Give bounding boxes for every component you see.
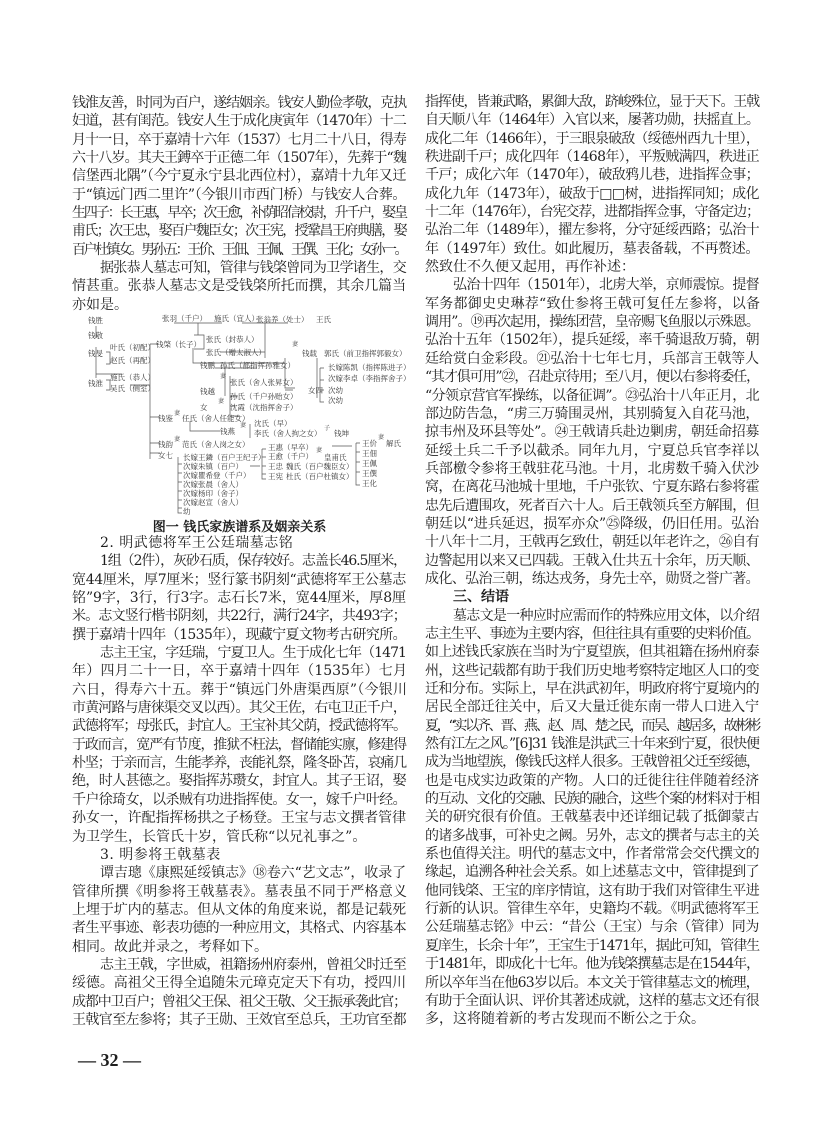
- tree-node: 长嫁王鏻（百户王纪子）: [183, 453, 266, 462]
- section-heading: 2. 明武德将军王公廷瑞墓志铭: [100, 535, 294, 551]
- text-line: 弘治十四年（1501年），北虏大举，京师震惊。提督: [453, 277, 759, 294]
- tree-node: 钱鹏: [200, 361, 215, 370]
- tree-node: 魏氏（百户魏臣女）: [286, 462, 354, 471]
- text-line: 甫氏；次王忠，娶百户魏臣女；次王宪，授鞏昌王府典膳，娶: [72, 223, 406, 240]
- tree-node: 任氏（舍人任能女）: [182, 414, 250, 423]
- text-line: 百户杜镇女。男孙五：王价、王佃、王佩、王僎、王化；女孙一。: [72, 241, 406, 258]
- text-line: 月十一日，卒于嘉靖十六年（1537）七月二十八日，得寿: [72, 131, 406, 148]
- text-line: 谭吉璁《康熙延绥镇志》⑱卷六“艺文志”，收录了: [100, 865, 406, 882]
- text-line: 成都中卫百户；曾祖父王保、祖父王敬、父王振承袭此官；: [72, 993, 406, 1010]
- tree-node: 郭氏（前卫指挥郭毅女）: [324, 349, 407, 358]
- tree-node: 王僎: [362, 469, 377, 478]
- text-line: 自天顺八年（1464年）入官以来，屡著功勋，扶摇直上。: [425, 112, 759, 129]
- tree-node: 钱敬: [88, 331, 103, 340]
- text-line: 武德将军；母张氏，封宜人。王宝补其父荫，授武德将军。: [72, 718, 406, 735]
- tree-node: 钱韵: [158, 440, 173, 449]
- text-line: 亦如是。: [72, 296, 128, 313]
- text-line: 于政而言，宽严有节度，推狱不枉法，督储能实廪，修建得: [72, 736, 406, 753]
- text-line: 于1481年，即成化十七年。他为钱棨撰墓志是在1544年，: [425, 956, 759, 973]
- text-line: 行新的认识。管律生卒年，史籍均不载。《明武德将军王: [425, 901, 759, 918]
- text-line: 的诸多战事，可补史之阙。另外，志文的撰者与志主的关: [425, 827, 759, 844]
- tree-node: 张氏（封恭人）: [206, 335, 259, 344]
- text-line: 年）四月二十一日，卒于嘉靖十四年（1535年）七月: [72, 663, 407, 680]
- text-line: 弘治二年（1489年），擢左参将，分守延绥西路；弘治十: [425, 222, 759, 239]
- text-line: 如上述钱氏家族在当时为宁夏望族，但其祖籍在扬州府泰: [425, 644, 759, 661]
- text-line: 州，这些记载都有助于我们历史地考察特定地区人口的变: [425, 662, 759, 679]
- text-line: 夏庠生，长余十年”，王宝生于1471年，据此可知，管律生: [425, 937, 759, 954]
- tree-node: 妻: [174, 410, 181, 417]
- text-line: 也是屯戍实边政策的产物。人口的迁徙往往伴随着经济: [425, 772, 759, 789]
- text-line: 窝，在离花马池城十里地，千户张钦、宁夏东路右参将霍: [425, 479, 759, 496]
- text-line: 夏，“实以齐、晋、燕、赵、周、楚之民，而吴、越居多，故彬彬: [425, 717, 759, 734]
- text-line: 信堡西北隅”（今宁夏永宁县北西位村），嘉靖十九年又迁: [72, 168, 406, 185]
- tree-node: 子: [324, 425, 331, 432]
- tree-node: 钱鉴: [158, 414, 173, 423]
- left-column-top-text: [72, 94, 407, 314]
- text-line: 钱淮友善，时同为百户，遂结姻亲。钱安人勤俭孝敬，克执: [72, 95, 406, 111]
- tree-node: 钱坤: [334, 429, 349, 438]
- text-line: 管律所撰《明参将王戟墓表》。墓表虽不同于严格意义: [72, 883, 407, 900]
- tree-node: 王佃: [362, 449, 377, 458]
- text-line: 秩进副千戸；成化四年（1468年），平叛贼满四，秩进正: [425, 149, 759, 166]
- text-line: 志主王戟，字世威，祖籍扬州府泰州，曾祖父时迁至: [100, 956, 406, 973]
- section-heading: 三、结语: [453, 589, 509, 606]
- text-line: 十八年十二月，王戟再乞致仕，朝廷以年老许之，㉖自有: [425, 534, 759, 551]
- text-line: 成化九年（1473年），破敌于□□树，进指挥同知；成化: [425, 185, 759, 202]
- tree-node: 钱胜: [88, 316, 103, 325]
- text-line: 关的研究很有价值。王戟墓表中还详细记载了抵御蒙古: [425, 809, 759, 826]
- text-line: 情甚重。张恭人墓志文是受钱棨所托而撰，其余几篇当: [72, 278, 406, 295]
- text-line: 志主生平、事迹为主要内容，但往往具有重要的史料价值。: [425, 625, 759, 642]
- text-line: 成为当地望族，像钱氏这样人很多。王戟曾祖父迁至绥德，: [425, 754, 759, 771]
- text-line: 六十八岁。其夫王鎛卒于正德二年（1507年），先葬于“魏: [72, 150, 406, 167]
- text-line: 据张恭人墓志可知，管律与钱棨曾同为卫学诸生，交: [100, 260, 406, 277]
- tree-node: 钱旻: [88, 349, 103, 358]
- tree-node: 钱越: [200, 387, 215, 396]
- text-line: 为卫学生，长管氏十岁，管氏称“以兄礼事之”。: [72, 828, 367, 845]
- tree-node: 王愈（千户）: [268, 452, 313, 461]
- text-line: 延绥土兵二千予以截杀。同年九月，宁夏总兵官李祥以: [425, 442, 759, 459]
- text-line: 有助于全面认识、评价其著述成就，这样的墓志文还有很: [425, 992, 759, 1009]
- tree-node: 次嫁杨印（舍子）: [183, 489, 243, 498]
- text-line: 然有江左之风。”[6]31 钱淮是洪武三十年来到宁夏，很快便: [425, 736, 759, 753]
- tree-node: 张氏（舍人张昇女）: [230, 378, 298, 387]
- tree-node: 皇甫氏: [324, 453, 347, 462]
- tree-node: 张羽（千户）: [162, 314, 207, 323]
- tree-node: 吴氏（侧室）: [110, 384, 155, 393]
- text-line: 边警起用以来又已四载。王戟入仕共五十余年，历天顺、: [425, 552, 759, 569]
- figure-caption: 图一 钱氏家族谱系及姻亲关系: [152, 520, 327, 535]
- tree-node: 王佩: [362, 459, 377, 468]
- tree-node: 王化: [362, 479, 377, 488]
- text-line: 十二年（1476年），台宪交荐，进都指挥佥事，守备定边；: [425, 204, 759, 221]
- text-line: “其才俱可用”㉒，召赴京待用；至八月，便以右参将委任，: [425, 369, 759, 386]
- text-line: 千户徐琦女，以杀贼有功进指挥使。女一，嫁千户叶经。: [72, 791, 406, 808]
- text-line: 弘治十五年（1502年），提兵延绥，率千骑退敌万骑，朝: [425, 332, 759, 349]
- text-line: 于“镇远门西二里许”（今银川市西门桥）与钱安人合葬。: [72, 186, 406, 203]
- text-line: 朝廷以“进兵延迟，损军亦众”㉕降级，仍旧任用。弘治: [425, 515, 759, 532]
- tree-node: 张翁养（处士）: [256, 315, 309, 324]
- tree-node: 次嫁李卓（李指挥舍子）: [328, 374, 411, 383]
- tree-node: 次幼: [328, 396, 343, 405]
- text-line: 公廷瑞墓志铭》中云：“昔公（王宝）与余（管律）同为: [425, 919, 759, 936]
- text-line: 迁和分布。实际上，早在洪武初年，明政府将宁夏境内的: [425, 681, 759, 697]
- tree-node: 钱载: [302, 349, 317, 358]
- text-line: 兵部檄令参将王戟驻花马池。十月，北虏数千骑入伏沙: [425, 460, 759, 477]
- text-line: 军务都御史史琳荐“致仕参将王戟可复任左参将，以备: [425, 295, 760, 312]
- tree-node: 幼: [183, 507, 191, 516]
- text-line: 成化、弘治三朝，练达戎务，身先士卒，勋贤之誉广著。: [425, 570, 759, 587]
- tree-node: 女四: [308, 386, 323, 395]
- tree-node: 杜氏（百户杜镇女）: [286, 472, 354, 481]
- tree-node: 解氏: [386, 439, 401, 448]
- text-line: 他同钱棨、王宝的庠序情谊，这有助于我们对管律生平进: [425, 882, 759, 899]
- family-tree-diagram: [70, 306, 410, 518]
- tree-node: 妻: [316, 447, 323, 454]
- text-line: 妇道，甚有闺范。钱安人生于成化庚寅年（1470年）十二: [72, 113, 406, 130]
- text-line: 指挥使，皆兼武略，累御大敌，跻峻殊位，显于天下。王戟: [425, 94, 759, 110]
- tree-node: 范氏（舍人岗之女）: [182, 440, 250, 449]
- text-line: 上埋于圹内的墓志。但从文体的角度来说，都是记载死: [72, 901, 406, 918]
- text-line: 绝，时人甚德之。娶指挥苏瓒女，封宜人。其子王诏，娶: [72, 773, 406, 790]
- text-line: 朴坚；于亲而言，生能孝养，丧能礼祭，隆冬卧苫，哀痛几: [72, 755, 406, 772]
- tree-node: 王宪: [268, 472, 283, 481]
- tree-node: 妻: [174, 436, 181, 443]
- tree-node: 沈氏（早）: [254, 419, 292, 428]
- text-line: 墓志文是一种应时应需而作的特殊应用文体，以介绍: [453, 607, 759, 624]
- text-line: 者生平事迹、彰表功德的一种应用文，其格式、内容基本: [72, 920, 406, 937]
- text-line: 掠韦州及环县等处”。㉔王戟请兵赴边剿虏，朝廷命招募: [425, 424, 759, 441]
- text-line: 居民全部迁往关中，后又大量迁徙东南一带人口进入宁: [425, 699, 759, 716]
- tree-node: 李氏（舍人拘之女）: [254, 429, 322, 438]
- tree-node: 赵氏（再配）: [110, 356, 155, 365]
- text-line: 相同。故此并录之，考释如下。: [72, 938, 268, 955]
- text-line: 千戸；成化六年（1470年），破敌鸦儿巷，进指挥佥事；: [425, 167, 759, 184]
- tree-node: 叶氏（初配）: [110, 343, 155, 352]
- text-line: 市黄河路与唐徕渠交叉以西）。其父王佐，右屯卫正千户，: [72, 700, 406, 717]
- text-line: 1组（2件），灰砂石质，保存较好。志盖长46.5厘米，: [100, 553, 406, 570]
- text-line: 部边防告急，“虏三万骑围灵州，其别骑复入自花马池，: [425, 405, 759, 422]
- tree-node: 女: [200, 403, 208, 412]
- tree-node: 次嫁赵宣（舍人）: [183, 498, 243, 507]
- text-line: 年（1497年）致仕。如此履历，墓表备载，不再赘述。: [425, 240, 759, 257]
- text-line: 廷给赏白金彩段。㉑弘治十七年七月，兵部言王戟等人: [425, 350, 759, 367]
- text-line: 绥德。高祖父王得全追随朱元璋克定天下有功，授四川: [72, 975, 406, 992]
- text-line: 的互动、文化的交融、民族的融合，这些个案的材料对于相: [425, 791, 759, 808]
- text-line: 调用”。⑲再次起用，操练团营，皇帝赐飞鱼服以示殊恩。: [425, 314, 759, 331]
- tree-node: 孙氏（千户孙贻女）: [230, 392, 298, 401]
- text-line: 所以卒年当在他63岁以后。本文关于管律墓志文的梳理，: [425, 974, 759, 991]
- text-line: 缘起，追溯各种社会关系。如上述墓志文中，管律提到了: [425, 864, 759, 881]
- tree-node: 张氏（赠太淑人）: [206, 348, 266, 357]
- tree-node: 次嫁张晨（舍人）: [183, 480, 243, 489]
- text-line: 忠先后遭围攻，死者百六十人。后王戟领兵至方解围，但: [425, 497, 759, 514]
- tree-node: 妻: [220, 373, 227, 380]
- text-line: 孙女一，许配指挥杨拱之子杨登。王宝与志文撰者管律: [72, 810, 406, 827]
- right-column-text: [425, 93, 760, 1029]
- tree-node: 妻: [292, 341, 299, 348]
- tree-node: 女七: [158, 451, 173, 460]
- tree-node: 孙氏（都指挥孙雅女）: [220, 361, 295, 370]
- text-line: 系也值得关注。明代的墓志文中，作者常常会交代撰文的: [425, 846, 759, 863]
- text-line: “分领京营官军操练，以备征调”。㉓弘治十八年正月，北: [425, 387, 759, 404]
- tree-node: 妻: [240, 422, 247, 429]
- tree-node: 妻: [378, 434, 385, 441]
- text-line: 六日，得寿六十五。葬于“镇远门外唐渠西原”（今银川: [72, 681, 407, 698]
- text-line: 米。志文竖行楷书阴刻，共22行，满行24字，共493字；: [72, 608, 406, 625]
- text-line: 铭”9字，3行，行3字。志石长7米，宽44厘米，厚8厘: [72, 590, 406, 607]
- left-column-bottom-text: [72, 534, 407, 1029]
- tree-node: 妻: [218, 398, 225, 405]
- tree-node: 王价: [362, 439, 377, 448]
- tree-node: 钱棨（长子）: [156, 340, 201, 349]
- tree-node: 施氏（恭人）: [110, 373, 155, 382]
- text-line: 撰于嘉靖十四年（1535年），现藏宁夏文物考古研究所。: [72, 626, 406, 643]
- tree-node: 次幼: [328, 386, 343, 395]
- text-line: 多，这将随着新的考古发现而不断公之于众。: [425, 1011, 705, 1028]
- tree-node: 沈霞（沈指挥舍子）: [230, 403, 298, 412]
- text-line: 志主王宝，字廷瑞，宁夏卫人。生于成化七年（1471: [100, 645, 406, 662]
- text-line: 生四子：长王惠，早卒；次王愈，补荫昭信校尉，升千户，娶皇: [72, 205, 406, 222]
- page-number: — 32 —: [78, 1050, 141, 1070]
- tree-node: 王惠（早卒）: [268, 443, 313, 452]
- tree-node: 钱燕: [220, 427, 235, 436]
- tree-node: 施氏（宜人）: [214, 314, 259, 323]
- tree-node: 钱淮: [88, 379, 103, 388]
- tree-node: 长嫁陈凯（指挥陈进子）: [328, 363, 411, 372]
- tree-node: 王氏: [316, 315, 331, 324]
- text-line: 宽44厘米，厚7厘米；竖行篆书阴刻“武德将军王公墓志: [72, 571, 406, 588]
- tree-node: 次嫁朱镇（百户）: [183, 462, 243, 471]
- text-line: 然致仕不久便又起用，再作补述：: [425, 259, 635, 276]
- text-line: 成化二年（1466年），于三眼泉破敌（绥德州西九十里），: [425, 130, 759, 147]
- tree-node: 王忠: [268, 462, 283, 471]
- text-line: 王戟官至左参将；其子王勋、王效官至总兵，王功官至都: [72, 1011, 406, 1028]
- tree-node: 次嫁瞿希登（千户）: [183, 471, 251, 480]
- section-heading: 3. 明参将王戟墓表: [100, 846, 221, 863]
